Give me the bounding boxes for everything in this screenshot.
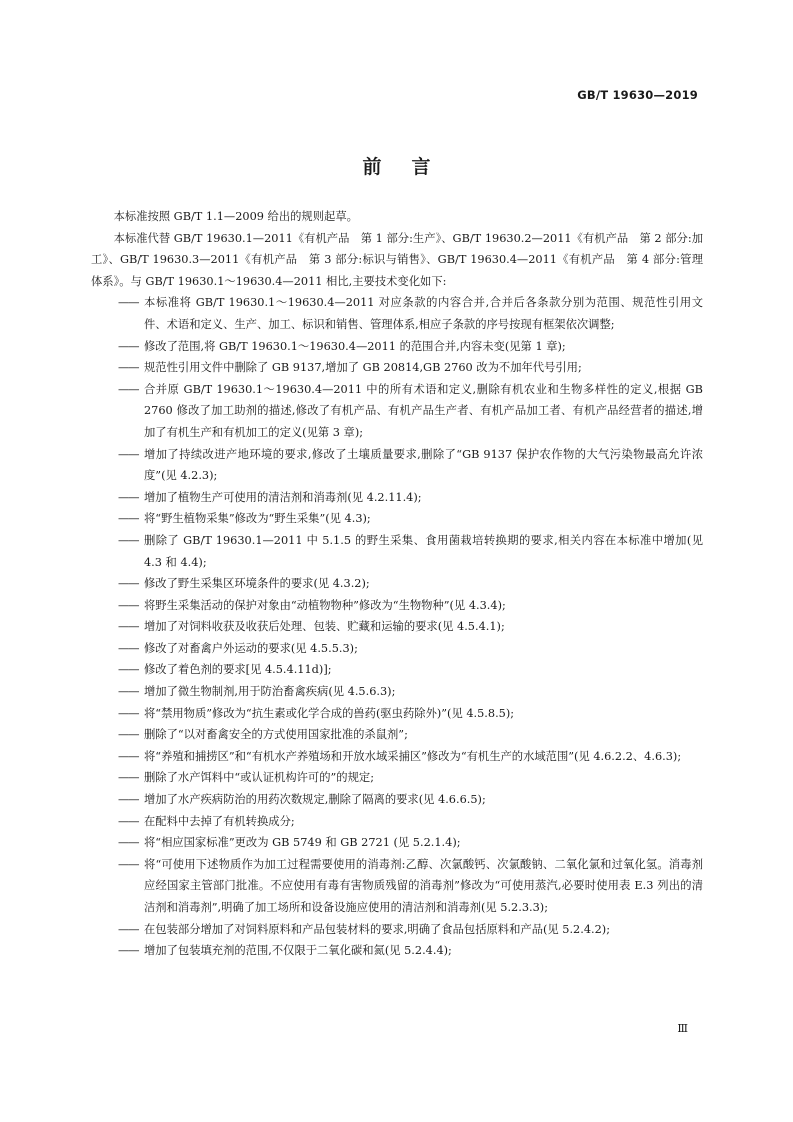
page-title: 前言	[362, 156, 461, 178]
dash-marker: ——	[118, 922, 139, 936]
change-item	[91, 508, 703, 530]
change-list	[91, 292, 703, 961]
change-item	[91, 811, 703, 833]
change-text: 删除了“以对畜禽安全的方式使用国家批准的杀鼠剂”;	[144, 728, 408, 742]
intro-paragraph: 本标准按照 GB/T 1.1—2009 给出的规则起草。	[113, 210, 358, 223]
dash-marker: ——	[118, 490, 139, 504]
change-text: 将“可使用下述物质作为加工过程需要使用的消毒剂:乙醇、次氯酸钙、次氯酸钠、二氧化氯和过氧化氢。消毒剂应经国家主管部门批准。不应使用有毒有害物质残留的消毒剂”修改为“可使用蒸汽,必要时使用表 E.3 列出的清洁剂和消毒剂”,明确了加工场所和设备设施应使用的清洁剂和消毒剂(见 5.2.3.3);	[144, 857, 703, 914]
change-text: 规范性引用文件中删除了 GB 9137,增加了 GB 20814,GB 2760 改为不加年代号引用;	[144, 361, 582, 375]
dash-marker: ——	[118, 512, 139, 526]
change-text: 在包装部分增加了对饲料原料和产品包装材料的要求,明确了食品包括原料和产品(见 5.2.4.2);	[144, 922, 611, 936]
change-text: 增加了包装填充剂的范围,不仅限于二氧化碳和氮(见 5.2.4.4);	[144, 944, 452, 958]
page-number: Ⅲ	[677, 1022, 688, 1035]
dash-marker: ——	[118, 706, 139, 720]
dash-marker: ——	[118, 577, 139, 591]
change-text: 修改了野生采集区环境条件的要求(见 4.3.2);	[144, 577, 370, 591]
change-item	[91, 444, 703, 487]
change-item	[91, 530, 703, 573]
dash-marker: ——	[118, 728, 139, 742]
change-text: 删除了 GB/T 19630.1—2011 中 5.1.5 的野生采集、食用菌栽培转换期的要求,相关内容在本标准中增加(见 4.3 和 4.4);	[144, 533, 703, 569]
dash-marker: ——	[118, 749, 139, 763]
change-text: 将“野生植物采集”修改为“野生采集”(见 4.3);	[144, 512, 371, 526]
dash-marker: ——	[118, 382, 139, 396]
dash-marker: ——	[118, 361, 139, 375]
change-text: 将“养殖和捕捞区”和“有机水产养殖场和开放水域采捕区”修改为“有机生产的水域范围”(见 4.6.2.2、4.6.3);	[144, 749, 682, 763]
change-item	[91, 357, 703, 379]
change-text: 将“禁用物质”修改为“抗生素或化学合成的兽药(驱虫药除外)”(见 4.5.8.5);	[144, 706, 515, 720]
change-text: 增加了微生物制剂,用于防治畜禽疾病(见 4.5.6.3);	[144, 685, 396, 699]
change-text: 删除了水产饵料中“或认证机构许可的”的规定;	[144, 771, 374, 785]
change-text: 本标准将 GB/T 19630.1～19630.4—2011 对应条款的内容合并,合并后各条款分别为范围、规范性引用文件、术语和定义、生产、加工、标识和销售、管理体系,相应子条款的序号按现有框架依次调整;	[144, 296, 703, 331]
change-item	[91, 767, 703, 789]
change-text: 在配料中去掉了有机转换成分;	[144, 814, 295, 828]
dash-marker: ——	[118, 944, 139, 958]
dash-marker: ——	[118, 620, 139, 634]
dash-marker: ——	[118, 685, 139, 699]
change-text: 增加了持续改进产地环境的要求,修改了土壤质量要求,删除了“GB 9137 保护农作物的大气污染物最高允许浓度”(见 4.2.3);	[144, 447, 703, 483]
dash-marker: ——	[118, 857, 139, 871]
dash-marker: ——	[118, 641, 139, 655]
change-text: 增加了对饲料收获及收获后处理、包装、贮藏和运输的要求(见 4.5.4.1);	[144, 620, 505, 634]
change-item	[91, 940, 703, 962]
change-item	[91, 789, 703, 811]
change-item	[91, 681, 703, 703]
dash-marker: ——	[118, 598, 139, 612]
change-text: 修改了对畜禽户外运动的要求(见 4.5.5.3);	[144, 641, 358, 655]
dash-marker: ——	[118, 836, 139, 850]
change-item	[91, 595, 703, 617]
change-item	[91, 919, 703, 941]
change-text: 修改了着色剂的要求[见 4.5.4.11d)];	[144, 663, 332, 677]
change-item	[91, 616, 703, 638]
change-text: 合并原 GB/T 19630.1～19630.4—2011 中的所有术语和定义,删除有机农业和生物多样性的定义,根据 GB 2760 修改了加工助剂的描述,修改了有机产品、有机产品生产者、有机产品加工者、有机产品经营者的描述,增加了有机生产和有机加工的定义(见第 3 章);	[144, 382, 703, 439]
change-item	[91, 638, 703, 660]
dash-marker: ——	[118, 296, 139, 310]
change-text: 增加了植物生产可使用的清洁剂和消毒剂(见 4.2.11.4);	[144, 490, 422, 504]
change-item	[91, 854, 703, 919]
change-item	[91, 379, 703, 444]
change-text: 增加了水产疾病防治的用药次数规定,删除了隔离的要求(见 4.6.6.5);	[144, 793, 486, 807]
change-item	[91, 336, 703, 358]
change-item	[91, 832, 703, 854]
change-text: 将野生采集活动的保护对象由“动植物物种”修改为“生物物种”(见 4.3.4);	[144, 598, 506, 612]
standard-code: GB/T 19630—2019	[577, 88, 698, 102]
change-item	[91, 703, 703, 725]
change-item	[91, 487, 703, 509]
dash-marker: ——	[118, 793, 139, 807]
dash-marker: ——	[118, 771, 139, 785]
change-text: 修改了范围,将 GB/T 19630.1～19630.4—2011 的范围合并,内容未变(见第 1 章);	[144, 339, 566, 353]
change-item	[91, 292, 703, 335]
dash-marker: ——	[118, 663, 139, 677]
dash-marker: ——	[118, 339, 139, 353]
dash-marker: ——	[118, 533, 139, 547]
change-item	[91, 746, 703, 768]
dash-marker: ——	[118, 447, 139, 461]
change-item	[91, 573, 703, 595]
replacement-paragraph: 本标准代替 GB/T 19630.1—2011《有机产品 第 1 部分:生产》、GB/T 19630.2—2011《有机产品 第 2 部分:加工》、GB/T 19630.3—2011《有机产品 第 3 部分:标识与销售》、GB/T 19630.4—2011《有机产品 第 4 部分:管理体系》。与 GB/T 19630.1～19630.4—2011 相比,主要技术变化如下:	[91, 231, 703, 288]
change-text: 将“相应国家标准”更改为 GB 5749 和 GB 2721 (见 5.2.1.4);	[144, 836, 461, 850]
change-item	[91, 724, 703, 746]
change-item	[91, 659, 703, 681]
foreword-body	[91, 206, 703, 962]
dash-marker: ——	[118, 814, 139, 828]
